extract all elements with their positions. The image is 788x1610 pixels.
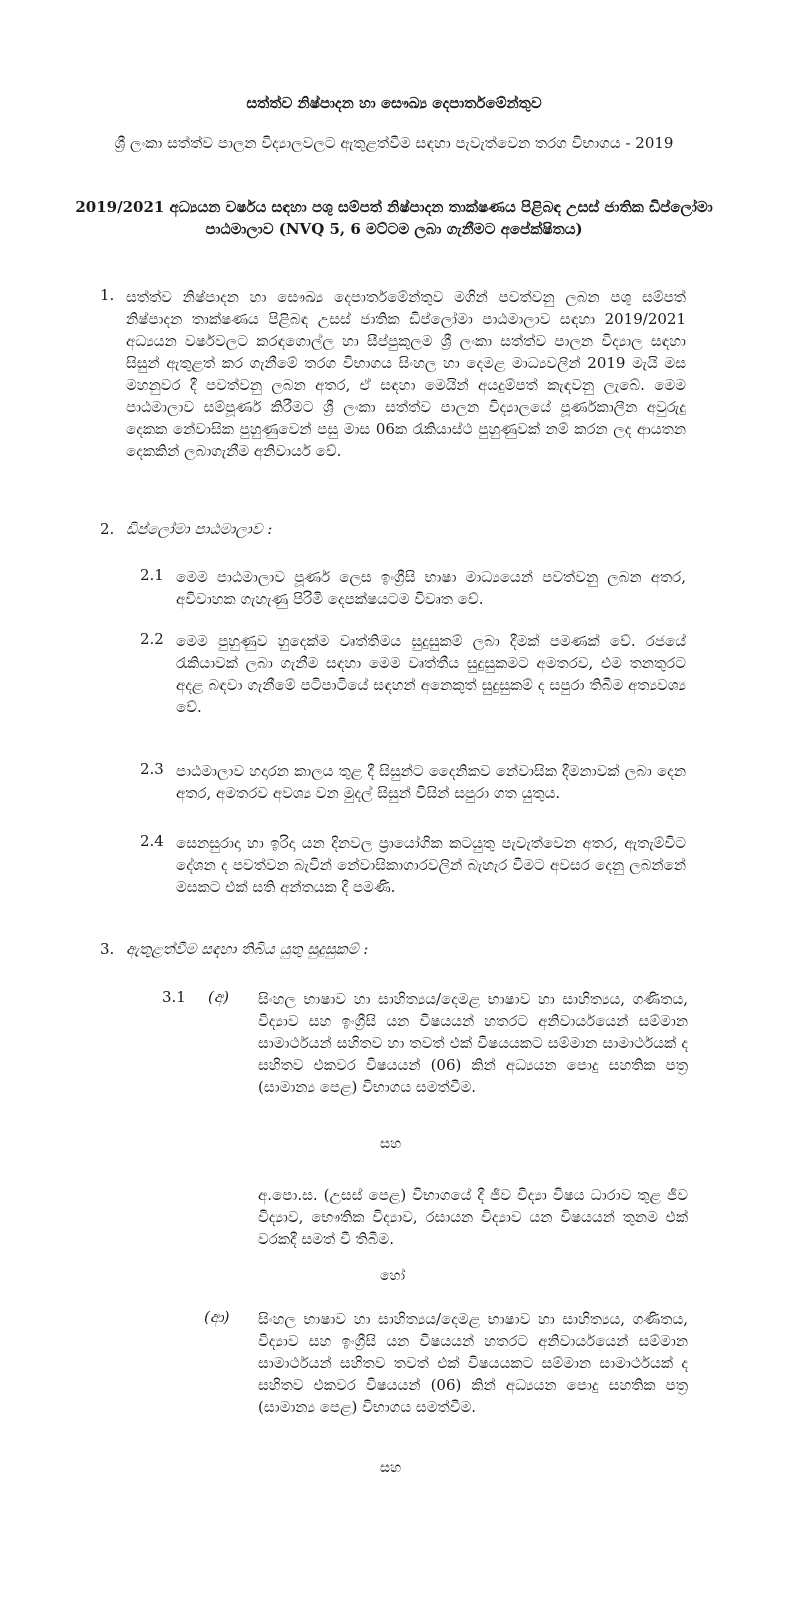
section-3-number: 3. [100,940,115,958]
option-aa-label: (ආ) [204,1308,230,1326]
item-2-3-number: 2.3 [140,760,164,778]
item-2-4-number: 2.4 [140,832,164,850]
or-label: හෝ [380,1268,406,1284]
item-2-2-text: මෙම පුහුණුව හුදෙක්ම වෘත්තිමය සුදුසුකම් ලබා දීමක් පමණක් වේ. රජයේ රැකියාවක් ලබා ගැනීම සඳහා මෙම වෘත්තීය සුදුසුකමට අමතරව, එම තනතුරට අදළ බඳවා ගැනීමේ පටිපාටියේ සඳහන් අනෙකුත් සුදුසුකම් ද සපුරා තිබීම අත්‍යවශ්‍ය වේ. [176,632,686,716]
item-2-1-number: 2.1 [140,566,164,584]
and-label-2: සහ [380,1460,402,1476]
al-requirement-text: අ.පො.ස. (උසස් පෙළ) විභාගයේ දී ජීව විද්‍යා විෂය ධාරාව තුළ ජීව විද්‍යාව, භෞතික විද්‍යාව, රසායන විද්‍යාව යන විෂයයන් තුනම එක් වරකදී සමත් වී තිබීම. [258,1186,688,1248]
item-2-3-text: පාඨමාලාව හදාරන කාලය තුළ දී සිසුන්ට දෛනිකව නේවාසික දීමනාවක් ලබා දෙන අතර, අමතරව අවශ්‍ය වන මුදල් සිසුන් විසින් සපුරා ගත යුතුය. [176,762,686,802]
option-a-label: (අ) [208,988,229,1006]
section-1-text: සත්ත්ව නිෂ්පාදන හා සෞඛ්‍ය දෙපාර්තමේන්තුව මගින් පවත්වනු ලබන පශු සම්පත් නිෂ්පාදන තාක්ෂණය පිළිබඳ උසස් ජාතික ඩිප්ලෝමා පාඨමාලාව සඳහා 2019/2021 අධ්‍යයන වර්ෂවලට කරඳගොල්ල හා සීප්පුකුලම ශ්‍රී ලංකා සත්ත්ව පාලන විද්‍යාල සඳහා සිසුන් ඇතුළත් කර ගැනීමේ තරග විභාගය සිංහල හා දෙමළ මාධ්‍යවලින් 2019 මැයි මස මහනුවර දී පවත්වනු ලබන අතර, ඒ සඳහා මෙයින් අයදුම්පත් කැඳවනු ලැබේ. මෙම පාඨමාලාව සම්පූර්ණ කිරීමට ශ්‍රී ලංකා සත්ත්ව පාලන විද්‍යාලයේ පූර්ණකාලීන අවුරුදු දෙකක නේවාසික පුහුණුවෙන් පසු මාස 06ක රැකියාස්ථ පුහුණුවක් නම් කරන ලද ආයතන දෙකකින් ලබාගැනීම අනිවාර්ය වේ. [126,288,686,460]
course-title: 2019/2021 අධ්‍යයන වර්ෂය සඳහා පශු සම්පත් නිෂ්පාදන තාක්ෂණය පිළිබඳ උසස් ජාතික ඩිප්ලෝමා පාඨමාලාව (NVQ 5, 6 මට්ටම ලබා ගැනීමට අපේක්ෂිතය) [75,198,713,238]
and-label-1: සහ [380,1136,402,1152]
item-2-1-text: මෙම පාඨමාලාව පූර්ණ ලෙස ඉංග්‍රීසි භාෂා මාධ්‍යයෙන් පවත්වනු ලබන අතර, අවිවාහක ගැහැණු පිරිමි දෙපක්ෂයටම විවෘත වේ. [176,568,686,608]
department-heading: සත්ත්ව නිෂ්පාදන හා සෞඛ්‍ය දෙපාර්තමේන්තුව [246,94,542,112]
option-aa-text: සිංහල භාෂාව හා සාහිත්‍යය/දෙමළ භාෂාව හා සාහිත්‍යය, ගණිතය, විද්‍යාව සහ ඉංග්‍රීසි යන විෂයයන් හතරට අනිවාර්යයෙන් සම්මාන සාමාර්ථයන් සහිතව තවත් එක් විෂයයකට සම්මාන සාමාර්ථයක් ද සහිතව එකවර විෂයයන් (06) කින් අධ්‍යයන පොදු සහතික පත්‍ර (සාමාන්‍ය පෙළ) විභාගය සමත්වීම. [258,1310,688,1416]
section-1-number: 1. [100,286,115,304]
item-2-2-number: 2.2 [140,630,164,648]
exam-title: ශ්‍රී ලංකා සත්ත්ව පාලන විද්‍යාලවලට ඇතුළත්වීම සඳහා පැවැත්වෙන තරග විභාගය - 2019 [114,134,674,152]
section-2-heading: ඩිප්ලෝමා පාඨමාලාව : [126,520,273,538]
option-a-text: සිංහල භාෂාව හා සාහිත්‍යය/දෙමළ භාෂාව හා සාහිත්‍යය, ගණිතය, විද්‍යාව සහ ඉංග්‍රීසි යන විෂයයන් හතරට අනිවාර්යයෙන් සම්මාන සාමාර්ථයන් සහිතව හා තවත් එක් විෂයයකට සම්මාන සාමාර්ථයක් ද සහිතව එකවර විෂයයන් (06) කින් අධ්‍යයන පොදු සහතික පත්‍ර (සාමාන්‍ය පෙළ) විභාගය සමත්වීම. [258,990,688,1096]
item-2-4-text: සෙනසුරාදා හා ඉරිදා යන දිනවල ප්‍රායෝගික කටයුතු පැවැත්වෙන අතර, ඇතැම්විට දේශන ද පවත්වන බැවින් නේවාසිකාගාරවලින් බැහැර වීමට අවසර දෙනු ලබන්නේ මසකට එක් සති අන්තයක දී පමණි. [176,834,686,896]
section-2-number: 2. [100,520,115,538]
item-3-1-number: 3.1 [162,988,186,1006]
section-3-heading: ඇතුළත්වීම සඳහා තිබිය යුතු සුදුසුකම් : [126,940,369,958]
